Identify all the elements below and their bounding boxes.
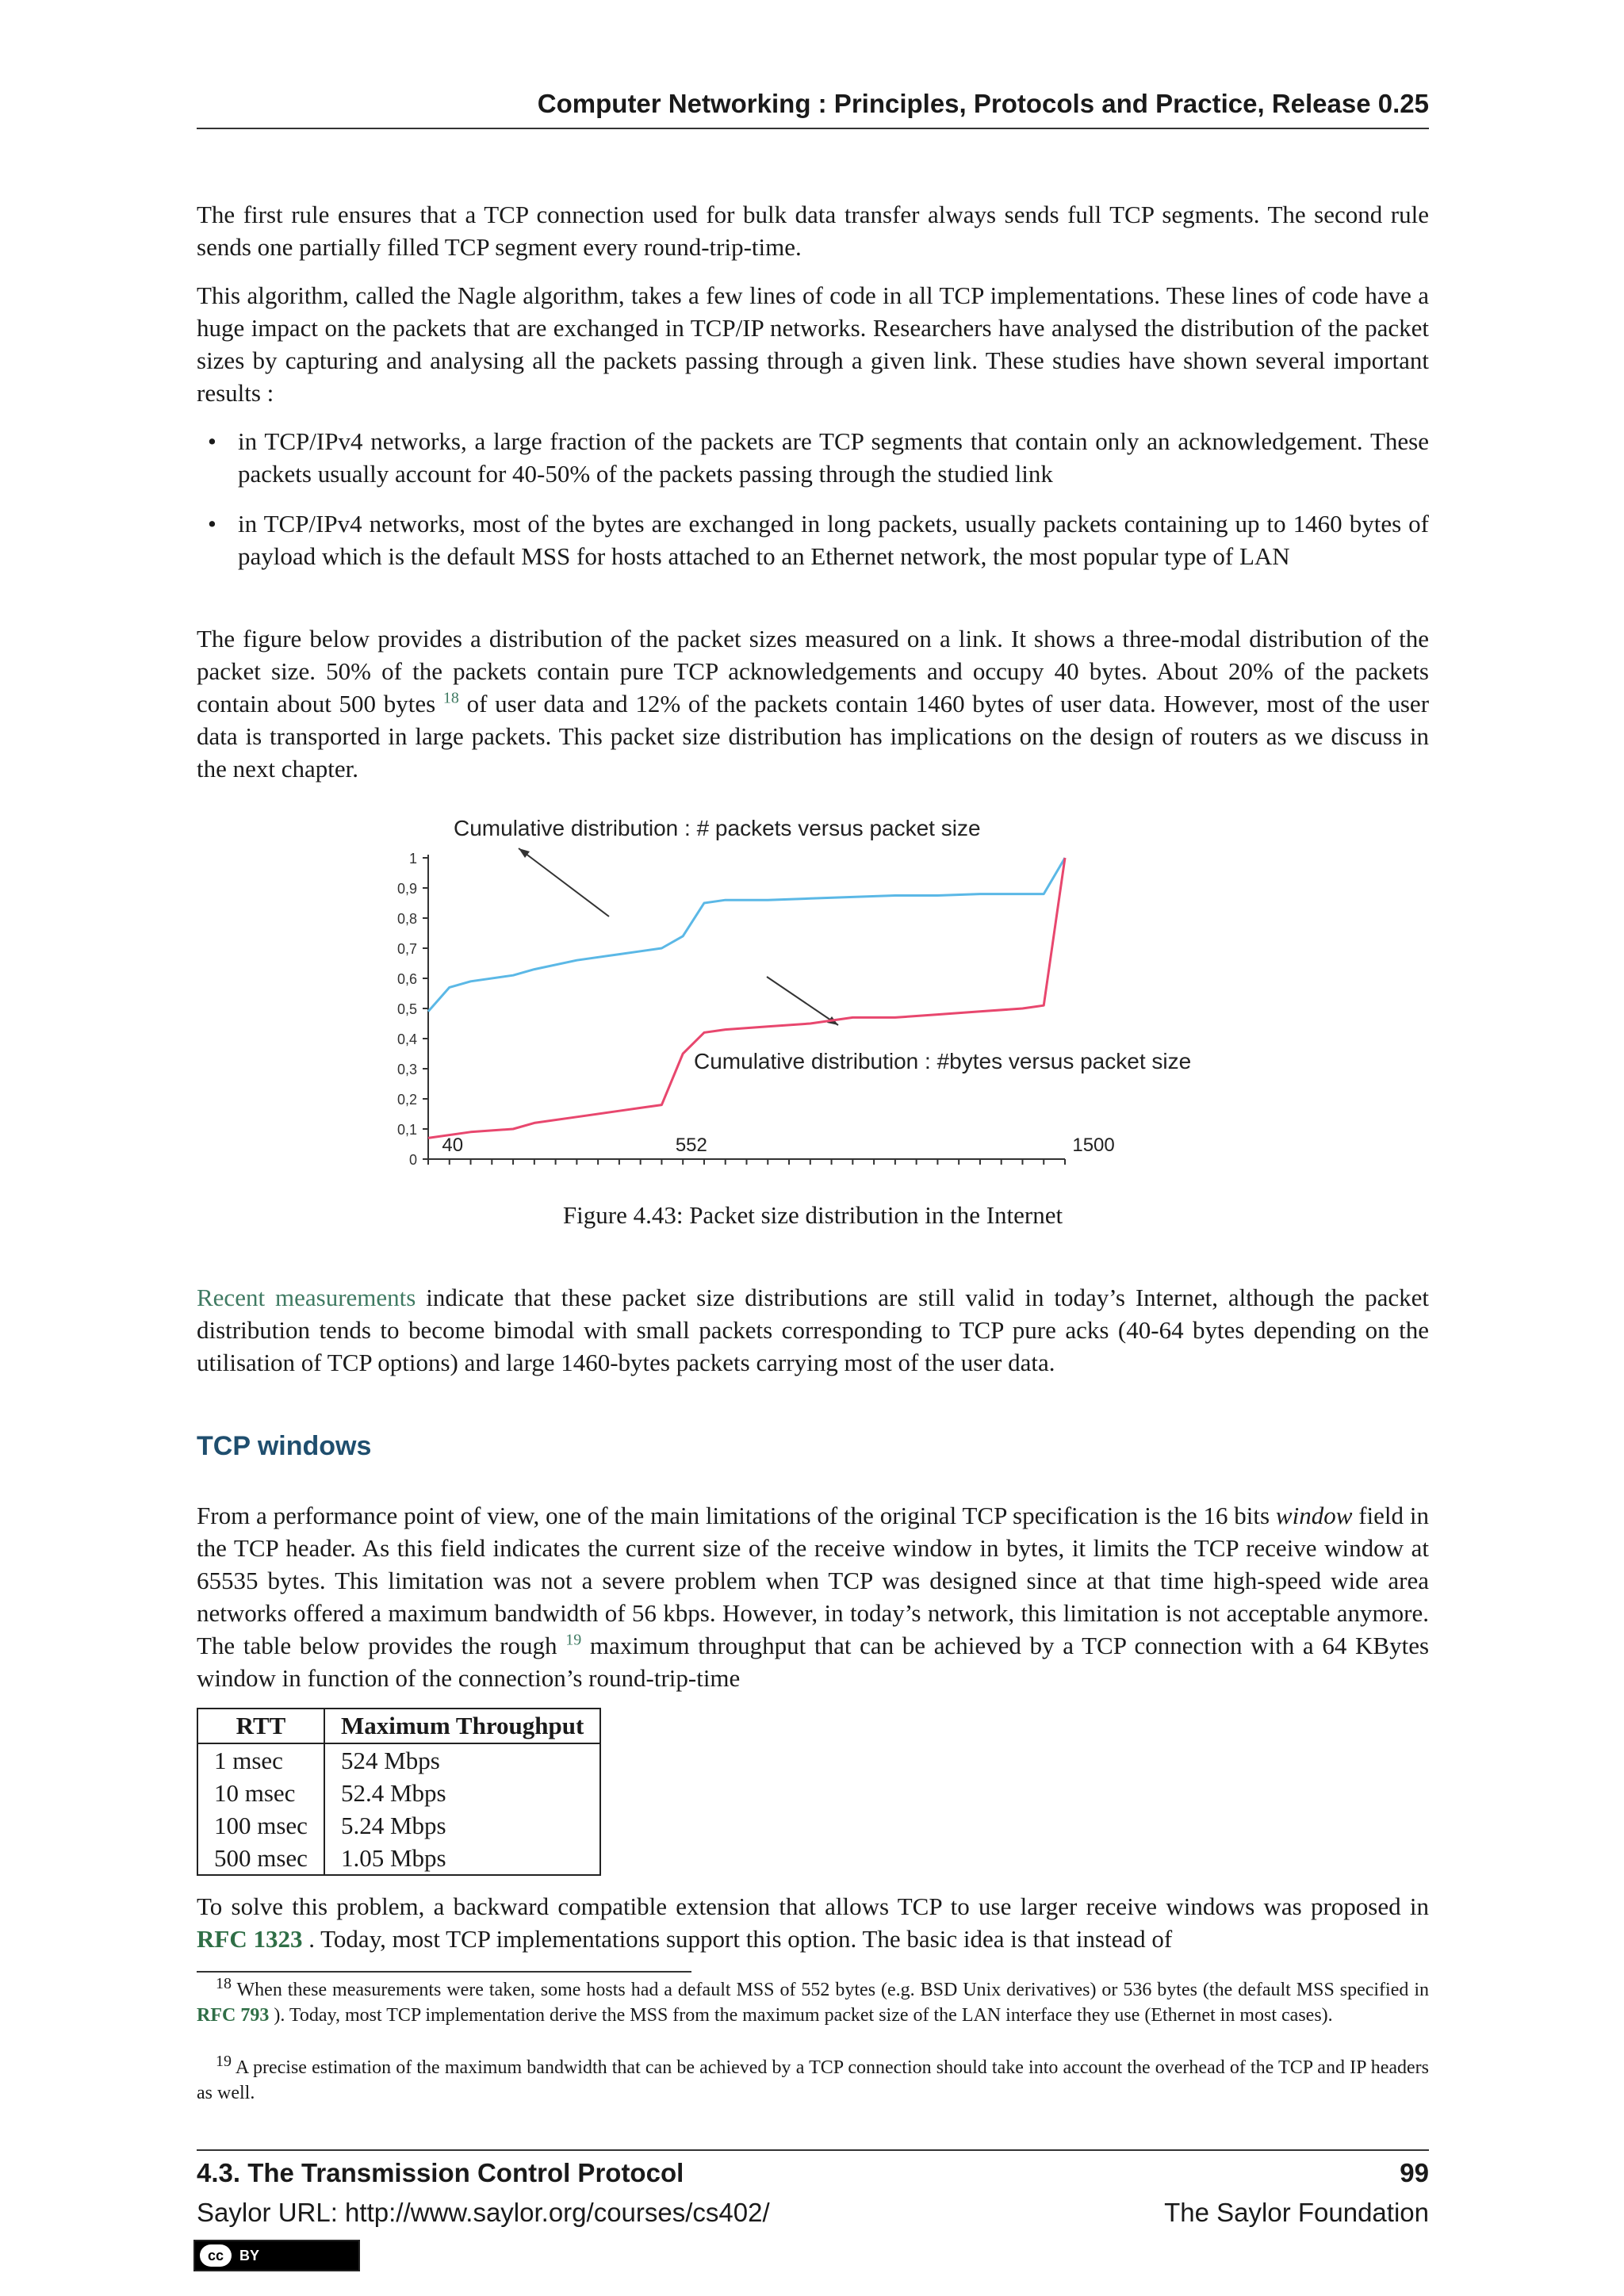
- paragraph-3-text-a: The figure below provides a distribution of the packet sizes measured on a link. It shows a three-modal distribution of the packet size. 50% of the packets contain pure TCP acknowledgements and occupy 40 bytes. About 20% of the packets contain about 500 bytes: [197, 625, 1429, 718]
- paragraph-6: [197, 1890, 1429, 1955]
- table-cell-throughput: 5.24 Mbps: [340, 1812, 446, 1839]
- table-header-rtt: RTT: [197, 1709, 324, 1743]
- rfc-1323-link[interactable]: RFC 1323: [197, 1925, 303, 1953]
- paragraph-3: [197, 622, 1429, 785]
- x-tick-label: 1500: [1072, 1135, 1115, 1156]
- saylor-url: Saylor URL: http://www.saylor.org/courses/cs402/: [197, 2198, 770, 2227]
- bullet-item-2: [208, 507, 1429, 572]
- x-tick-label: 552: [675, 1135, 707, 1156]
- table-header-row: [197, 1709, 600, 1743]
- y-tick-label: 0,8: [396, 911, 417, 927]
- footnote-19: [197, 2055, 1429, 2106]
- footnote-number: 19: [216, 2053, 232, 2070]
- table-cell-rtt: 10 msec: [197, 1777, 324, 1809]
- chart-title-packets: Cumulative distribution : # packets versus packet size: [454, 816, 981, 840]
- cc-by-label: BY: [239, 2247, 260, 2263]
- paragraph-5: [197, 1499, 1429, 1694]
- cc-icon: cc: [200, 2244, 232, 2267]
- table-row: [197, 1809, 600, 1842]
- table-cell-throughput: 1.05 Mbps: [340, 1844, 446, 1872]
- annotation-arrow-packets: [519, 848, 609, 916]
- paragraph-1: The first rule ensures that a TCP connection used for bulk data transfer always sends full TCP segments. The second rule sends one partially filled TCP segment every round-trip-time.: [197, 201, 1429, 261]
- throughput-table: [197, 1708, 601, 1876]
- footnote-number: 18: [216, 1975, 232, 1992]
- annotation-arrow-bytes: [767, 977, 838, 1025]
- table-cell-rtt: 500 msec: [197, 1842, 324, 1875]
- recent-measurements-link[interactable]: Recent measurements: [197, 1284, 416, 1311]
- bullet-item-1: [208, 425, 1429, 490]
- paragraph-4: [197, 1281, 1429, 1379]
- y-tick-label: 0: [408, 1152, 417, 1168]
- packet-size-chart: [349, 801, 1269, 1173]
- y-tick-label: 0,2: [396, 1092, 417, 1108]
- paragraph-5-text-a: From a performance point of view, one of the main limitations of the original TCP specification is the 16 bits: [197, 1502, 1276, 1529]
- table-cell-throughput: 524 Mbps: [340, 1747, 440, 1774]
- table-cell-throughput: 52.4 Mbps: [340, 1779, 446, 1807]
- cc-license-badge[interactable]: [193, 2240, 360, 2271]
- x-tick-label: 40: [442, 1135, 464, 1156]
- footnote-18: [197, 1977, 1429, 2028]
- y-tick-label: 0,5: [396, 1001, 417, 1017]
- table-row: [197, 1743, 600, 1777]
- footnote-rule: [197, 1971, 691, 1973]
- footnote-ref-19[interactable]: 19: [565, 1631, 582, 1649]
- table-row: [197, 1842, 600, 1875]
- series-line-packets: [428, 858, 1065, 1012]
- paragraph-3-text-b: of user data and 12% of the packets contain 1460 bytes of user data. However, most of the user data is transported in large packets. This packet size distribution has implications on the design of routers as we discuss in the next chapter.: [197, 690, 1430, 783]
- paragraph-5-text-c: maximum throughput that can be achieved by a TCP connection with a 64 KBytes window in function of the connection’s round-trip-time: [197, 1632, 1430, 1692]
- chart-title-bytes: Cumulative distribution : #bytes versus packet size: [694, 1049, 1192, 1073]
- bullet-text: in TCP/IPv4 networks, most of the bytes are exchanged in long packets, usually packets containing up to 1460 bytes of payload which is the default MSS for hosts attached to an Ethernet network, the most popular type of LAN: [238, 510, 1429, 570]
- table-row: [197, 1777, 600, 1809]
- footer-rule: [197, 2149, 1429, 2151]
- footnote-text: When these measurements were taken, some hosts had a default MSS of 552 bytes (e.g. BSD Unix derivatives) or 536 bytes (the default MSS specified in: [236, 1980, 1429, 2000]
- bullet-text: in TCP/IPv4 networks, a large fraction of the packets are TCP segments that contain only an acknowledgement. These packets usually account for 40-50% of the packets passing through the studied link: [238, 427, 1429, 488]
- bullet-icon: •: [208, 427, 216, 455]
- paragraph-4-text: indicate that these packet size distributions are still valid in today’s Internet, although the packet distribution tends to become bimodal with small packets corresponding to TCP pure acks (40-64 bytes depending on the utilisation of TCP options) and large 1460-bytes packets carrying most of the user data.: [197, 1284, 1430, 1376]
- figure-caption: Figure 4.43: Packet size distribution in the Internet: [562, 1201, 1063, 1229]
- running-header: Computer Networking : Principles, Protocols and Practice, Release 0.25: [537, 89, 1429, 118]
- y-tick-label: 0,6: [396, 971, 417, 987]
- window-emphasis: window: [1275, 1502, 1353, 1529]
- paragraph-2: This algorithm, called the Nagle algorithm, takes a few lines of code in all TCP implementations. These lines of code have a huge impact on the packets that are exchanged in TCP/IP networks. Researchers have analysed the distribution of the packet sizes by capturing and analysing all the packets passing through a given link. These studies have shown several important results :: [197, 281, 1429, 407]
- bullet-icon: •: [208, 510, 216, 538]
- section-heading: TCP windows: [197, 1431, 372, 1461]
- table-cell-rtt: 100 msec: [197, 1809, 324, 1842]
- y-tick-label: 1: [408, 851, 417, 867]
- paragraph-6-text-b: . Today, most TCP implementations support this option. The basic idea is that instead of: [308, 1925, 1173, 1953]
- paragraph-5-text-b: field in the TCP header. As this field indicates the current size of the receive window in bytes, it limits the TCP receive window at 65535 bytes. This limitation was not a severe problem when TCP was designed since at that time high-speed wide area networks offered a maximum bandwidth of 56 kbps. However, in today’s network, this limitation is not acceptable anymore. The table below provides the rough: [197, 1502, 1429, 1659]
- saylor-foundation: The Saylor Foundation: [1164, 2198, 1429, 2227]
- footnote-text: ). Today, most TCP implementation derive the MSS from the maximum packet size of the LAN interface they use (Ethernet in most cases).: [274, 2005, 1333, 2026]
- paragraph-6-text-a: To solve this problem, a backward compatible extension that allows TCP to use larger receive windows was proposed in: [197, 1892, 1429, 1920]
- page-number: 99: [1400, 2158, 1429, 2187]
- footnote-text: A precise estimation of the maximum bandwidth that can be achieved by a TCP connection should take into account the overhead of the TCP and IP headers as well.: [197, 2057, 1429, 2103]
- footer-section-title: 4.3. The Transmission Control Protocol: [197, 2158, 684, 2187]
- footnote-ref-18[interactable]: 18: [442, 689, 459, 707]
- y-tick-label: 0,4: [396, 1031, 417, 1047]
- y-tick-label: 0,9: [396, 881, 417, 897]
- header-rule: [197, 128, 1429, 129]
- y-tick-label: 0,3: [396, 1062, 417, 1077]
- table-cell-rtt: 1 msec: [197, 1743, 324, 1777]
- y-tick-label: 0,7: [396, 941, 417, 957]
- y-tick-label: 0,1: [396, 1122, 417, 1138]
- rfc-793-link[interactable]: RFC 793: [197, 2005, 270, 2026]
- table-header-throughput: Maximum Throughput: [324, 1709, 600, 1743]
